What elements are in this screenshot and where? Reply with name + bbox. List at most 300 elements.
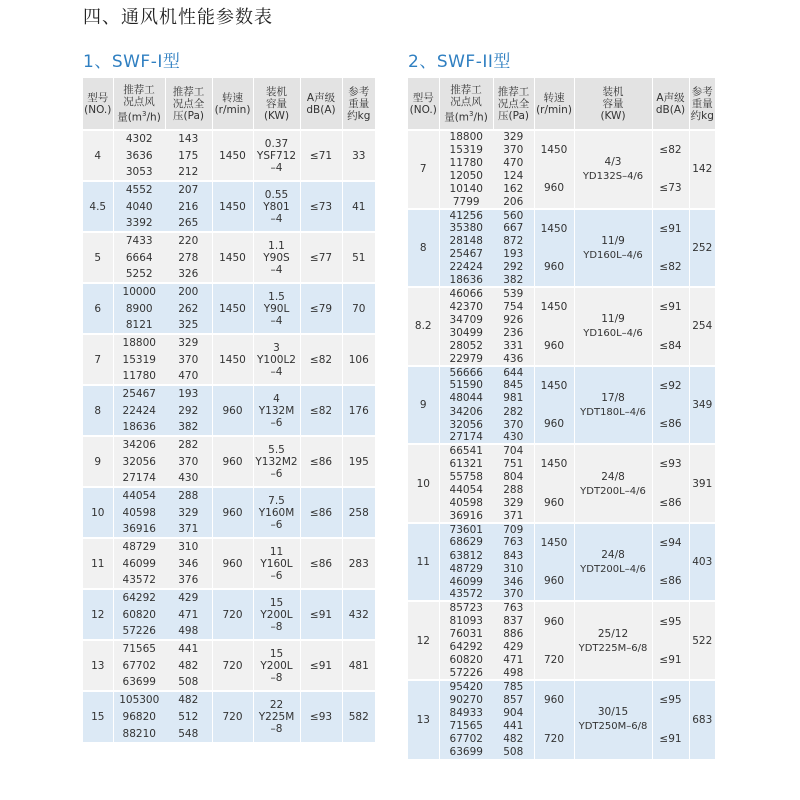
flow-cell: 105300 — [113, 691, 165, 708]
flow-cell: 41256 — [439, 209, 493, 222]
flow-cell: 71565 — [439, 719, 493, 732]
noise-cell: ≤93 — [300, 691, 342, 742]
pressure-cell: 843 — [493, 549, 534, 562]
speed-cell: 1450 — [534, 130, 574, 169]
motor-cell: 0.55 Y801 –4 — [253, 181, 300, 232]
header-speed: 转速 (r/min) — [212, 78, 253, 130]
section-title-swf-i: 1、SWF-I型 — [83, 52, 181, 72]
flow-cell: 60820 — [113, 606, 165, 623]
noise-cell: ≤86 — [300, 538, 342, 589]
motor-cell: 1.1 Y90S –4 — [253, 232, 300, 283]
pressure-cell: 292 — [165, 402, 212, 419]
pressure-cell: 441 — [165, 640, 212, 657]
pressure-cell: 370 — [165, 351, 212, 368]
table-row — [83, 283, 375, 300]
flow-cell: 28148 — [439, 235, 493, 248]
pressure-cell: 346 — [493, 575, 534, 588]
table-row — [408, 484, 715, 497]
speed-cell: 960 — [212, 487, 253, 538]
pressure-cell: 382 — [165, 419, 212, 436]
pressure-cell: 325 — [165, 317, 212, 334]
flow-cell: 42370 — [439, 300, 493, 313]
weight-cell: 51 — [342, 232, 375, 283]
weight-cell: 582 — [342, 691, 375, 742]
weight-cell: 258 — [342, 487, 375, 538]
pressure-cell: 143 — [165, 130, 212, 147]
speed-cell: 960 — [534, 248, 574, 287]
motor-cell: 0.37 YSF712 –4 — [253, 130, 300, 181]
weight-cell: 176 — [342, 385, 375, 436]
pressure-cell: 376 — [165, 572, 212, 589]
flow-cell: 81093 — [439, 614, 493, 627]
pressure-cell: 370 — [493, 588, 534, 601]
speed-cell: 1450 — [212, 334, 253, 385]
weight-cell: 349 — [689, 366, 715, 445]
table-row — [408, 287, 715, 300]
weight-cell: 391 — [689, 444, 715, 523]
table-row — [83, 589, 375, 606]
pressure-cell: 429 — [165, 589, 212, 606]
motor-type-cell: YDT200L–4/6 — [574, 484, 652, 523]
motor-cell: 15 Y200L –8 — [253, 640, 300, 691]
speed-cell: 1450 — [534, 523, 574, 562]
pressure-cell: 872 — [493, 235, 534, 248]
pressure-cell: 370 — [165, 453, 212, 470]
speed-cell: 720 — [212, 691, 253, 742]
pressure-cell: 539 — [493, 287, 534, 300]
table-header-row — [83, 78, 375, 130]
pressure-cell: 162 — [493, 182, 534, 195]
weight-cell: 432 — [342, 589, 375, 640]
pressure-cell: 282 — [165, 436, 212, 453]
motor-kw-cell: 11/9 — [574, 209, 652, 248]
flow-cell: 22424 — [113, 402, 165, 419]
model-cell: 10 — [83, 487, 113, 538]
header-motor: 装机 容量 (KW) — [574, 78, 652, 130]
pressure-cell: 326 — [165, 266, 212, 283]
flow-cell: 64292 — [439, 641, 493, 654]
flow-cell: 40598 — [439, 497, 493, 510]
table-row — [408, 523, 715, 536]
flow-cell: 46099 — [113, 555, 165, 572]
pressure-cell: 329 — [165, 504, 212, 521]
flow-cell: 27174 — [113, 470, 165, 487]
noise-cell: ≤86 — [300, 487, 342, 538]
noise-cell: ≤91 — [652, 641, 689, 680]
weight-cell: 142 — [689, 130, 715, 209]
pressure-cell: 370 — [493, 143, 534, 156]
flow-cell: 64292 — [113, 589, 165, 606]
table-header-row — [408, 78, 715, 130]
flow-cell: 90270 — [439, 693, 493, 706]
table-row — [83, 181, 375, 198]
flow-cell: 27174 — [439, 431, 493, 444]
table-row — [408, 130, 715, 143]
header-speed: 转速 (r/min) — [534, 78, 574, 130]
weight-cell: 254 — [689, 287, 715, 366]
speed-cell: 1450 — [212, 130, 253, 181]
pressure-cell: 207 — [165, 181, 212, 198]
table-row — [408, 326, 715, 339]
table-row — [83, 538, 375, 555]
flow-cell: 67702 — [113, 657, 165, 674]
motor-cell: 4 Y132M –6 — [253, 385, 300, 436]
noise-cell: ≤91 — [652, 209, 689, 248]
motor-type-cell: YD132S–4/6 — [574, 169, 652, 208]
motor-cell: 22 Y225M –8 — [253, 691, 300, 742]
model-cell: 9 — [83, 436, 113, 487]
speed-cell: 1450 — [534, 209, 574, 248]
noise-cell: ≤95 — [652, 680, 689, 719]
pressure-cell: 371 — [493, 510, 534, 523]
noise-cell: ≤73 — [652, 169, 689, 208]
header-noise: A声级 dB(A) — [652, 78, 689, 130]
flow-cell: 3636 — [113, 147, 165, 164]
flow-cell: 73601 — [439, 523, 493, 536]
weight-cell: 33 — [342, 130, 375, 181]
pressure-cell: 837 — [493, 614, 534, 627]
flow-cell: 34206 — [113, 436, 165, 453]
pressure-cell: 482 — [165, 691, 212, 708]
model-cell: 8 — [83, 385, 113, 436]
noise-cell: ≤71 — [300, 130, 342, 181]
flow-cell: 18800 — [113, 334, 165, 351]
header-flow: 推荐工 况点风 量$(m^3/h)$ — [113, 78, 165, 130]
motor-cell: 3 Y100L2 –4 — [253, 334, 300, 385]
noise-cell: ≤91 — [300, 589, 342, 640]
pressure-cell: 754 — [493, 300, 534, 313]
pressure-cell: 482 — [493, 732, 534, 745]
pressure-cell: 886 — [493, 628, 534, 641]
speed-cell: 720 — [212, 589, 253, 640]
model-cell: 12 — [83, 589, 113, 640]
pressure-cell: 370 — [493, 418, 534, 431]
speed-cell: 1450 — [212, 181, 253, 232]
weight-cell: 403 — [689, 523, 715, 602]
flow-cell: 32056 — [439, 418, 493, 431]
pressure-cell: 329 — [493, 130, 534, 143]
noise-cell: ≤82 — [300, 334, 342, 385]
flow-cell: 88210 — [113, 725, 165, 742]
pressure-cell: 508 — [165, 674, 212, 691]
section-title-swf-ii: 2、SWF-II型 — [408, 52, 511, 72]
flow-cell: 4040 — [113, 198, 165, 215]
pressure-cell: 436 — [493, 353, 534, 366]
pressure-cell: 709 — [493, 523, 534, 536]
table-row — [408, 680, 715, 693]
noise-cell: ≤91 — [652, 287, 689, 326]
flow-cell: 34206 — [439, 405, 493, 418]
pressure-cell: 282 — [493, 405, 534, 418]
pressure-cell: 310 — [165, 538, 212, 555]
flow-cell: 48044 — [439, 392, 493, 405]
noise-cell: ≤93 — [652, 444, 689, 483]
flow-cell: 43572 — [113, 572, 165, 589]
flow-cell: 15319 — [439, 143, 493, 156]
header-pressure: 推荐工 况点全 压(Pa) — [493, 78, 534, 130]
noise-cell: ≤86 — [652, 562, 689, 601]
pressure-cell: 470 — [165, 368, 212, 385]
pressure-cell: 804 — [493, 470, 534, 483]
flow-cell: 63812 — [439, 549, 493, 562]
weight-cell: 41 — [342, 181, 375, 232]
flow-cell: 12050 — [439, 169, 493, 182]
speed-cell: 960 — [534, 601, 574, 640]
pressure-cell: 310 — [493, 562, 534, 575]
speed-cell: 1450 — [534, 366, 574, 405]
header-weight: 参考 重量 约kg — [689, 78, 715, 130]
flow-cell: 57226 — [439, 667, 493, 680]
pressure-cell: 560 — [493, 209, 534, 222]
page-title: 四、通风机性能参数表 — [83, 7, 273, 28]
flow-cell: 46066 — [439, 287, 493, 300]
pressure-cell: 262 — [165, 300, 212, 317]
pressure-cell: 193 — [165, 385, 212, 402]
table-row — [408, 405, 715, 418]
flow-cell: 57226 — [113, 623, 165, 640]
flow-cell: 60820 — [439, 654, 493, 667]
pressure-cell: 857 — [493, 693, 534, 706]
model-cell: 13 — [83, 640, 113, 691]
model-cell: 4 — [83, 130, 113, 181]
weight-cell: 283 — [342, 538, 375, 589]
model-cell: 15 — [83, 691, 113, 742]
flow-cell: 44054 — [113, 487, 165, 504]
weight-cell: 195 — [342, 436, 375, 487]
flow-cell: 34709 — [439, 313, 493, 326]
flow-cell: 7433 — [113, 232, 165, 249]
pressure-cell: 236 — [493, 326, 534, 339]
flow-cell: 18636 — [113, 419, 165, 436]
speed-cell: 1450 — [212, 232, 253, 283]
flow-cell: 48729 — [113, 538, 165, 555]
spec-table-swf-i — [83, 78, 375, 742]
pressure-cell: 470 — [493, 156, 534, 169]
flow-cell: 32056 — [113, 453, 165, 470]
flow-cell: 40598 — [113, 504, 165, 521]
motor-cell: 1.5 Y90L –4 — [253, 283, 300, 334]
flow-cell: 63699 — [113, 674, 165, 691]
pressure-cell: 265 — [165, 215, 212, 232]
flow-cell: 10140 — [439, 182, 493, 195]
pressure-cell: 288 — [493, 484, 534, 497]
pressure-cell: 329 — [165, 334, 212, 351]
flow-cell: 22424 — [439, 261, 493, 274]
motor-cell: 7.5 Y160M –6 — [253, 487, 300, 538]
flow-cell: 18800 — [439, 130, 493, 143]
pressure-cell: 845 — [493, 379, 534, 392]
noise-cell: ≤92 — [652, 366, 689, 405]
speed-cell: 960 — [534, 405, 574, 444]
table-row — [408, 444, 715, 457]
pressure-cell: 763 — [493, 601, 534, 614]
flow-cell: 10000 — [113, 283, 165, 300]
weight-cell: 70 — [342, 283, 375, 334]
speed-cell: 960 — [212, 436, 253, 487]
motor-kw-cell: 25/12 — [574, 601, 652, 640]
motor-cell: 5.5 Y132M2 –6 — [253, 436, 300, 487]
speed-cell: 960 — [534, 562, 574, 601]
flow-cell: 11780 — [439, 156, 493, 169]
table-row — [83, 232, 375, 249]
pressure-cell: 512 — [165, 708, 212, 725]
table-row — [408, 641, 715, 654]
pressure-cell: 292 — [493, 261, 534, 274]
table-row — [83, 436, 375, 453]
model-cell: 4.5 — [83, 181, 113, 232]
flow-cell: 43572 — [439, 588, 493, 601]
weight-cell: 481 — [342, 640, 375, 691]
pressure-cell: 212 — [165, 164, 212, 181]
pressure-cell: 124 — [493, 169, 534, 182]
header-weight: 参考 重量 约kg — [342, 78, 375, 130]
motor-type-cell: YDT250M–6/8 — [574, 719, 652, 758]
speed-cell: 1450 — [534, 444, 574, 483]
model-cell: 8 — [408, 209, 439, 288]
pressure-cell: 216 — [165, 198, 212, 215]
pressure-cell: 763 — [493, 536, 534, 549]
pressure-cell: 785 — [493, 680, 534, 693]
table-row — [408, 209, 715, 222]
speed-cell: 960 — [212, 385, 253, 436]
flow-cell: 25467 — [439, 248, 493, 261]
flow-cell: 46099 — [439, 575, 493, 588]
flow-cell: 6664 — [113, 249, 165, 266]
flow-cell: 5252 — [113, 266, 165, 283]
table-row — [408, 719, 715, 732]
header-model: 型号 (NO.) — [408, 78, 439, 130]
pressure-cell: 471 — [165, 606, 212, 623]
noise-cell: ≤94 — [652, 523, 689, 562]
pressure-cell: 926 — [493, 313, 534, 326]
pressure-cell: 644 — [493, 366, 534, 379]
noise-cell: ≤82 — [652, 248, 689, 287]
speed-cell: 960 — [534, 169, 574, 208]
pressure-cell: 331 — [493, 340, 534, 353]
pressure-cell: 667 — [493, 222, 534, 235]
flow-cell: 18636 — [439, 274, 493, 287]
motor-type-cell: YD160L–4/6 — [574, 248, 652, 287]
flow-cell: 55758 — [439, 470, 493, 483]
motor-kw-cell: 4/3 — [574, 130, 652, 169]
noise-cell: ≤73 — [300, 181, 342, 232]
pressure-cell: 288 — [165, 487, 212, 504]
flow-cell: 35380 — [439, 222, 493, 235]
flow-cell: 7799 — [439, 195, 493, 208]
pressure-cell: 371 — [165, 521, 212, 538]
flow-cell: 11780 — [113, 368, 165, 385]
flow-cell: 44054 — [439, 484, 493, 497]
noise-cell: ≤82 — [300, 385, 342, 436]
model-cell: 7 — [83, 334, 113, 385]
motor-kw-cell: 11/9 — [574, 287, 652, 326]
speed-cell: 720 — [534, 641, 574, 680]
motor-kw-cell: 30/15 — [574, 680, 652, 719]
flow-cell: 28052 — [439, 340, 493, 353]
motor-cell: 11 Y160L –6 — [253, 538, 300, 589]
header-pressure: 推荐工 况点全 压(Pa) — [165, 78, 212, 130]
table-row — [83, 487, 375, 504]
pressure-cell: 206 — [493, 195, 534, 208]
pressure-cell: 441 — [493, 719, 534, 732]
weight-cell: 106 — [342, 334, 375, 385]
table-row — [408, 169, 715, 182]
flow-cell: 8900 — [113, 300, 165, 317]
flow-cell: 25467 — [113, 385, 165, 402]
weight-cell: 522 — [689, 601, 715, 680]
header-model: 型号 (NO.) — [83, 78, 113, 130]
table-row — [408, 562, 715, 575]
table-row — [83, 334, 375, 351]
pressure-cell: 346 — [165, 555, 212, 572]
flow-cell: 63699 — [439, 745, 493, 758]
flow-cell: 8121 — [113, 317, 165, 334]
header-flow: 推荐工 况点风 量$(m^3/h)$ — [439, 78, 493, 130]
speed-cell: 960 — [534, 680, 574, 719]
flow-cell: 4302 — [113, 130, 165, 147]
motor-type-cell: YD160L–4/6 — [574, 326, 652, 365]
model-cell: 10 — [408, 444, 439, 523]
noise-cell: ≤86 — [300, 436, 342, 487]
speed-cell: 1450 — [212, 283, 253, 334]
pressure-cell: 904 — [493, 706, 534, 719]
pressure-cell: 751 — [493, 457, 534, 470]
model-cell: 9 — [408, 366, 439, 445]
table-row — [83, 130, 375, 147]
flow-cell: 71565 — [113, 640, 165, 657]
speed-cell: 720 — [212, 640, 253, 691]
flow-cell: 36916 — [113, 521, 165, 538]
motor-cell: 15 Y200L –8 — [253, 589, 300, 640]
model-cell: 11 — [83, 538, 113, 589]
flow-cell: 85723 — [439, 601, 493, 614]
pressure-cell: 430 — [493, 431, 534, 444]
pressure-cell: 220 — [165, 232, 212, 249]
pressure-cell: 981 — [493, 392, 534, 405]
motor-type-cell: YDT225M–6/8 — [574, 641, 652, 680]
speed-cell: 720 — [534, 719, 574, 758]
model-cell: 6 — [83, 283, 113, 334]
header-motor: 装机 容量 (KW) — [253, 78, 300, 130]
speed-cell: 1450 — [534, 287, 574, 326]
noise-cell: ≤79 — [300, 283, 342, 334]
model-cell: 8.2 — [408, 287, 439, 366]
motor-kw-cell: 24/8 — [574, 523, 652, 562]
flow-cell: 68629 — [439, 536, 493, 549]
pressure-cell: 175 — [165, 147, 212, 164]
flow-cell: 66541 — [439, 444, 493, 457]
table-row — [83, 640, 375, 657]
motor-kw-cell: 17/8 — [574, 366, 652, 405]
flow-cell: 51590 — [439, 379, 493, 392]
noise-cell: ≤84 — [652, 326, 689, 365]
flow-cell: 56666 — [439, 366, 493, 379]
flow-cell: 96820 — [113, 708, 165, 725]
flow-cell: 61321 — [439, 457, 493, 470]
noise-cell: ≤77 — [300, 232, 342, 283]
flow-cell: 3392 — [113, 215, 165, 232]
model-cell: 5 — [83, 232, 113, 283]
noise-cell: ≤95 — [652, 601, 689, 640]
motor-kw-cell: 24/8 — [574, 444, 652, 483]
pressure-cell: 548 — [165, 725, 212, 742]
model-cell: 12 — [408, 601, 439, 680]
pressure-cell: 471 — [493, 654, 534, 667]
speed-cell: 960 — [534, 484, 574, 523]
spec-table-swf-ii — [408, 78, 715, 759]
flow-cell: 36916 — [439, 510, 493, 523]
flow-cell: 95420 — [439, 680, 493, 693]
